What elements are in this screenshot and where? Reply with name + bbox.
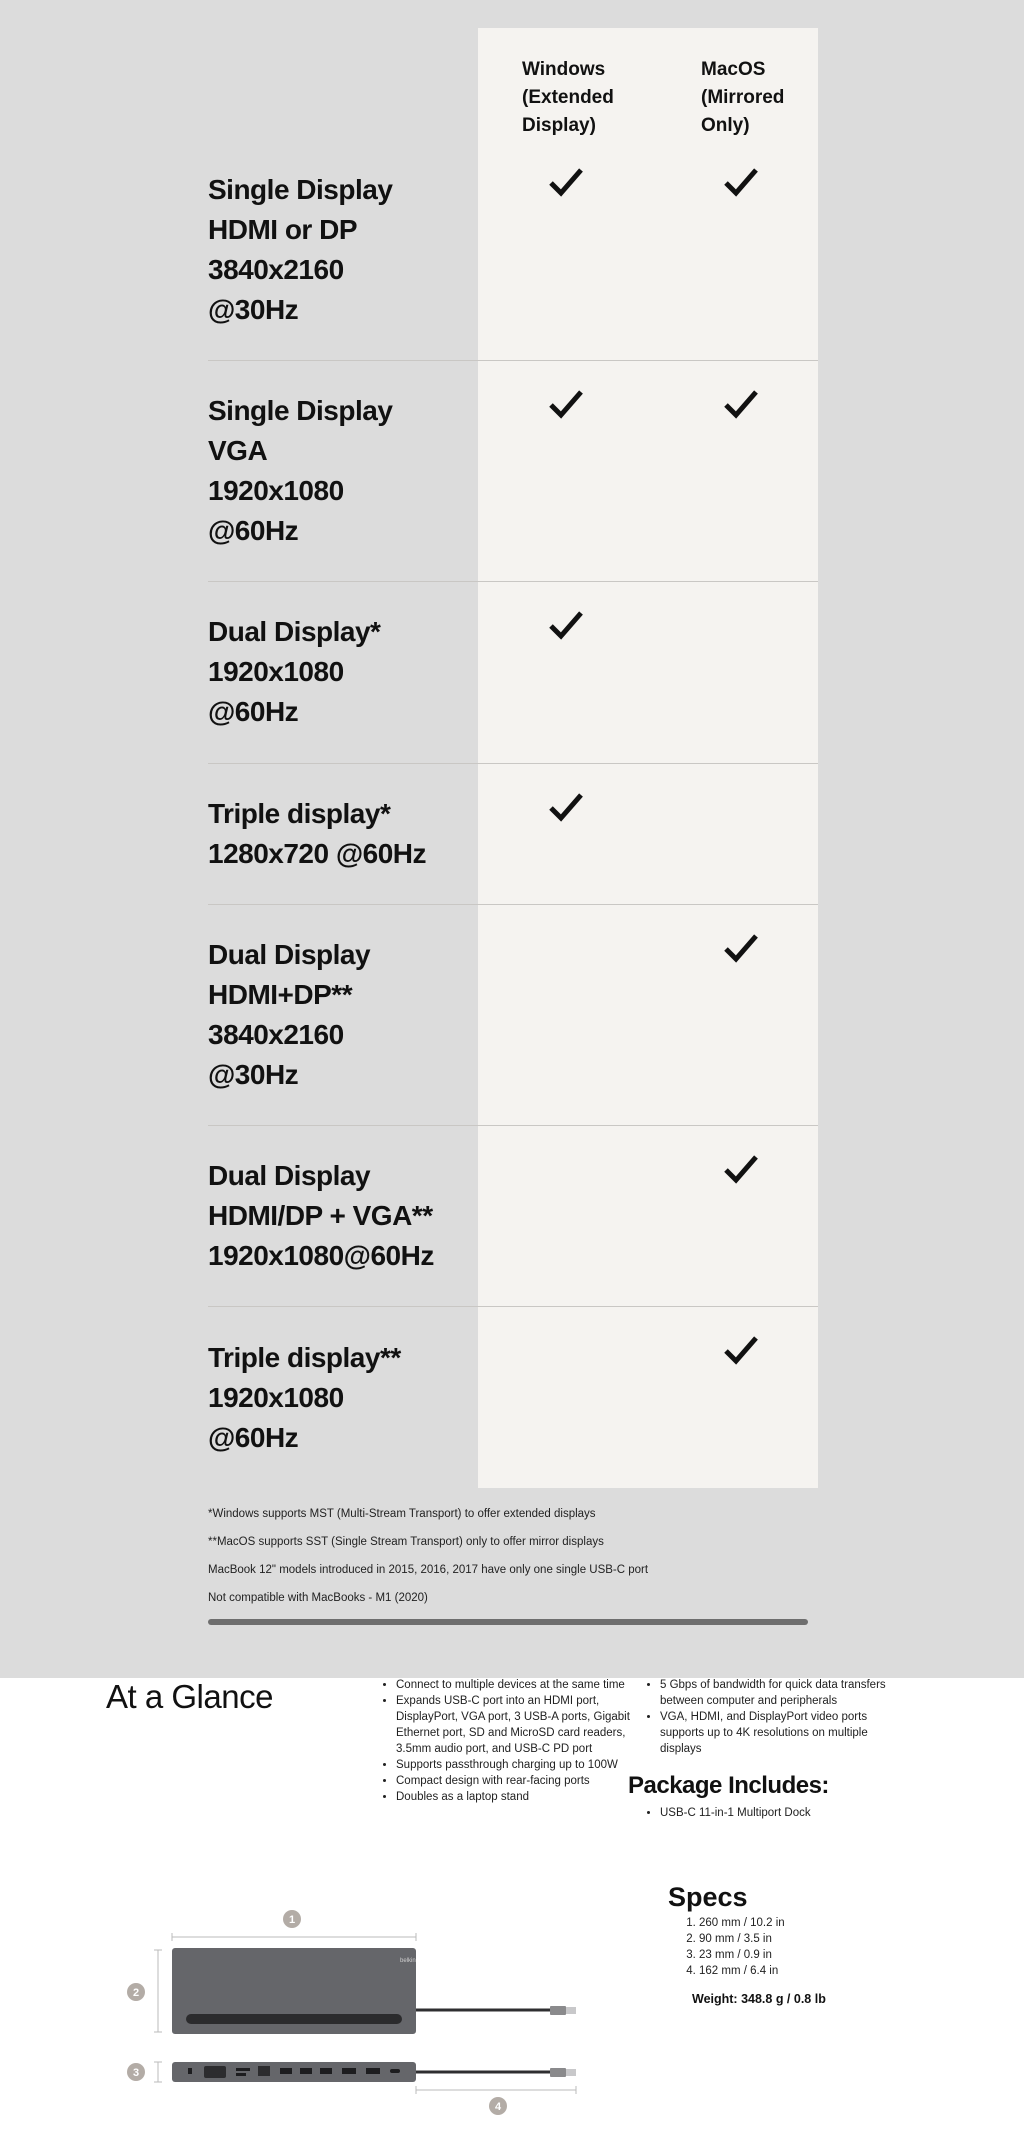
- row-label-dual-hdmi-vga: Dual Display HDMI/DP + VGA** 1920x1080@60Hz: [208, 1160, 434, 1271]
- supported-columns-background: [478, 28, 818, 1488]
- spec-item: 4. 162 mm / 6.4 in: [699, 1963, 785, 1979]
- check-icon-macos-row1: [723, 166, 759, 198]
- weight-label: Weight: 348.8 g / 0.8 lb: [692, 1992, 826, 2006]
- check-icon-macos-row2: [723, 388, 759, 420]
- check-icon-windows-row1: [548, 166, 584, 198]
- specs-title: Specs: [668, 1882, 748, 1912]
- specs-list: [699, 1915, 785, 1979]
- spec-item: 3. 23 mm / 0.9 in: [699, 1947, 785, 1963]
- column-header-macos: MacOS (Mirrored Only): [701, 59, 785, 136]
- feature-item: • Doubles as a laptop stand: [396, 1789, 630, 1805]
- glance-title: At a Glance: [106, 1678, 273, 1715]
- package-list: [644, 1807, 811, 1819]
- check-icon-windows-row2: [548, 388, 584, 420]
- dimension-marker-4: [489, 2097, 507, 2115]
- product-dimension-diagram: [120, 1900, 600, 2120]
- row-divider: [208, 360, 818, 361]
- footnote-m1-compat: Not compatible with MacBooks - M1 (2020): [208, 1592, 428, 1604]
- package-includes-title: Package Includes:: [628, 1772, 829, 1799]
- spec-item: 1. 260 mm / 10.2 in: [699, 1915, 785, 1931]
- row-label-triple-display-1080: Triple display** 1920x1080 @60Hz: [208, 1342, 401, 1453]
- row-divider: [208, 581, 818, 582]
- row-divider: [208, 1306, 818, 1307]
- row-label-single-hdmi-dp: Single Display HDMI or DP 3840x2160 @30Hz: [208, 174, 393, 325]
- svg-text:belkin: belkin: [400, 1958, 416, 1964]
- row-label-triple-display-720: Triple display* 1280x720 @60Hz: [208, 798, 427, 869]
- row-divider: [208, 1125, 818, 1126]
- features-list-left: [380, 1677, 630, 1805]
- features-list-right: [644, 1677, 894, 1757]
- footnote-macbook-12: MacBook 12" models introduced in 2015, 2016, 2017 have only one single USB-C port: [208, 1564, 649, 1576]
- svg-text:4: 4: [494, 2101, 502, 2113]
- spec-item: 2. 90 mm / 3.5 in: [699, 1931, 785, 1947]
- column-header-windows: Windows (Extended Display): [522, 59, 614, 136]
- svg-text:1: 1: [288, 1914, 296, 1926]
- feature-item: • Supports passthrough charging up to 100W: [396, 1757, 630, 1773]
- horizontal-scrollbar[interactable]: [208, 1619, 808, 1625]
- row-divider: [208, 763, 818, 764]
- check-icon-macos-row6: [723, 1153, 759, 1185]
- feature-item: • VGA, HDMI, and DisplayPort video ports supports up to 4K resolutions on multiple displays: [660, 1709, 894, 1757]
- package-item: • USB-C 11-in-1 Multiport Dock: [660, 1807, 811, 1819]
- check-icon-macos-row5: [723, 932, 759, 964]
- svg-text:3: 3: [132, 2067, 140, 2079]
- dock-illustration: [120, 1900, 600, 2120]
- check-icon-macos-row7: [723, 1334, 759, 1366]
- footnote-macos-sst: **MacOS supports SST (Single Stream Transport) only to offer mirror displays: [208, 1536, 604, 1548]
- feature-item: • Expands USB-C port into an HDMI port, DisplayPort, VGA port, 3 USB-A ports, Gigabit Ethernet port, SD and MicroSD card readers, 3.5mm audio port, and USB-C PD port: [396, 1693, 630, 1757]
- row-label-dual-hdmi-dp: Dual Display HDMI+DP** 3840x2160 @30Hz: [208, 939, 371, 1090]
- row-divider: [208, 904, 818, 905]
- feature-item: • Connect to multiple devices at the same time: [396, 1677, 630, 1693]
- row-label-single-vga: Single Display VGA 1920x1080 @60Hz: [208, 395, 393, 546]
- check-icon-windows-row3: [548, 609, 584, 641]
- dimension-marker-1: [283, 1910, 301, 1928]
- dimension-marker-2: [127, 1983, 145, 2001]
- check-icon-windows-row4: [548, 791, 584, 823]
- feature-item: • Compact design with rear-facing ports: [396, 1773, 630, 1789]
- footnote-windows-mst: *Windows supports MST (Multi-Stream Transport) to offer extended displays: [208, 1508, 596, 1520]
- row-label-dual-display: Dual Display* 1920x1080 @60Hz: [208, 616, 381, 727]
- dimension-marker-3: [127, 2063, 145, 2081]
- svg-text:2: 2: [132, 1987, 140, 1999]
- feature-item: • 5 Gbps of bandwidth for quick data transfers between computer and peripherals: [660, 1677, 894, 1709]
